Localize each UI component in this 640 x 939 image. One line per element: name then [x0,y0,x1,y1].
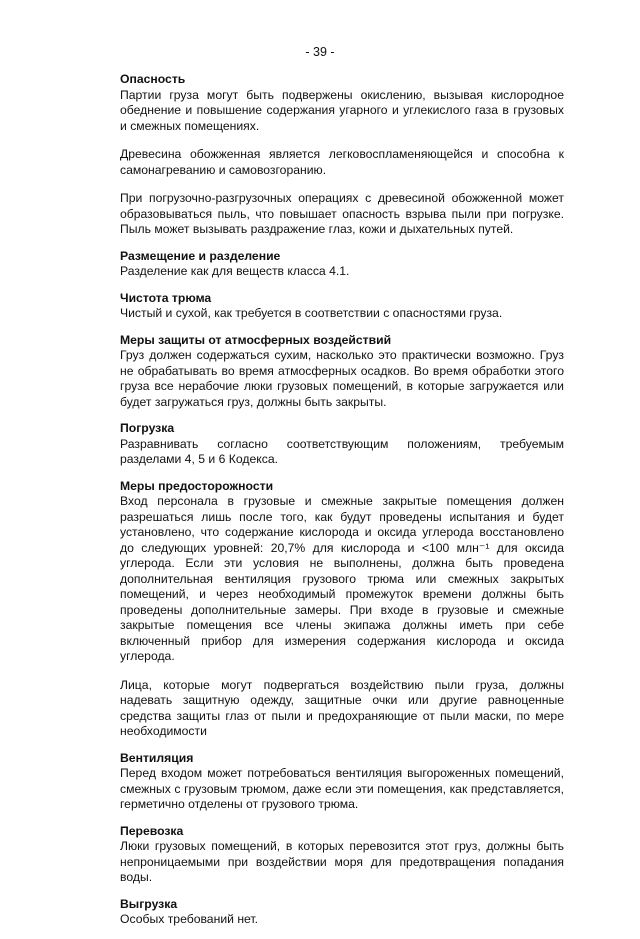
section-heading: Размещение и разделение [120,248,281,263]
paragraph: Вход персонала в грузовые и смежные закрытые помещения должен разрешаться лишь после того, как будут проведены испытания и будет установлено, что содержание кислорода и оксида углерода восстановлено до следующих уровней: 20,7% для кислорода и <100 млн⁻¹ для оксида углерода. Если эти условия не выполнены, должна быть проведена дополнительная вентиляция грузового трюма или смежных закрытых помещений, и через необходимый промежуток времени должны быть проведены дополнительные замеры. При входе в грузовые и смежные закрытые помещения все члены экипажа должны иметь при себе включенный прибор для измерения содержания кислорода и оксида углерода. [120,494,564,663]
section-heading: Перевозка [120,823,184,838]
section-carriage [120,824,564,886]
section-hazard [120,72,564,238]
paragraph: Люки грузовых помещений, в которых перевозится этот груз, должны быть непроницаемыми при воздействии моря для предотвращения попадания воды. [120,839,564,884]
section-heading: Погрузка [120,421,175,435]
paragraph: Груз должен содержаться сухим, насколько это практически возможно. Груз не обрабатывать во время атмосферных осадков. Во время обработки этого груза все нерабочие люки грузовых помещений, в которые загружается или будет загружаться груз, должны быть закрыты. [120,348,564,409]
section-precautions [120,479,564,740]
paragraph: При погрузочно-разгрузочных операциях с древесиной обожженной может образовываться пыль, что повышает опасность взрыва пыли при погрузке. Пыль может вызывать раздражение глаз, кожи и дыхательных путей. [120,191,564,236]
paragraph: Особых требований нет. [120,912,259,926]
section-heading: Опасность [120,72,186,86]
paragraph: Партии груза могут быть подвержены окислению, вызывая кислородное обеднение и повышение содержания угарного и углекислого газа в грузовых и смежных помещениях. [120,87,564,133]
section-loading [120,421,564,468]
section-stowage-segregation [120,249,564,280]
section-heading: Чистота трюма [120,290,212,305]
paragraph: Разделение как для веществ класса 4.1. [120,264,350,278]
paragraph: Древесина обожженная является легковоспламеняющейся и способна к самонагреванию и самовозгоранию. [120,147,564,177]
section-heading: Меры защиты от атмосферных воздействий [120,332,392,347]
page-number: - 39 - [305,45,335,59]
section-heading: Вентиляция [120,750,194,765]
section-heading: Меры предосторожности [120,478,274,493]
paragraph: Разравнивать согласно соответствующим положениям, требуемым разделами 4, 5 и 6 Кодекса. [120,436,564,466]
paragraph: Перед входом может потребоваться вентиляция выгороженных помещений, смежных с грузовым трюмом, даже если эти помещения, как представляется, герметично отделены от грузового трюма. [120,766,564,811]
paragraph: Чистый и сухой, как требуется в соответствии с опасностями груза. [120,306,503,320]
section-ventilation [120,751,564,813]
document-body [120,72,564,939]
paragraph: Лица, которые могут подвергаться воздействию пыли груза, должны надевать защитную одежду, защитные очки или другие равноценные средства защиты глаз от пыли и предохраняющие от пыли маски, по мере необходимости [120,677,564,738]
section-weather-precautions [120,333,564,411]
section-hold-cleanliness [120,291,564,322]
section-discharge [120,897,564,928]
section-heading: Выгрузка [120,896,178,911]
